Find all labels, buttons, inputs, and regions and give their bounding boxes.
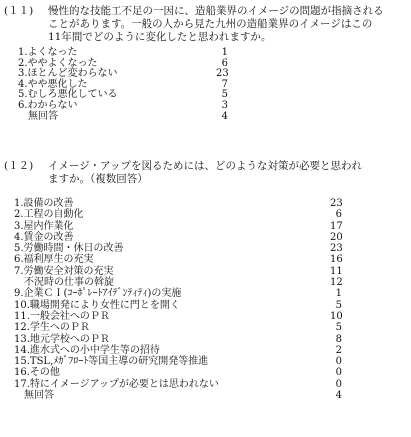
option-label: 15.TSL,ﾒｶﾞﾌﾛｰﾄ等国主導の研究開発等推進	[14, 356, 209, 368]
option-row	[14, 198, 404, 209]
option-label: 2.ややよくなった	[18, 57, 98, 69]
option-row	[14, 243, 404, 254]
option-row	[14, 367, 404, 378]
option-label: 1.よくなった	[18, 47, 78, 58]
option-label: 4.賃金の改善	[14, 231, 74, 243]
option-label: 6.わからない	[18, 99, 78, 111]
option-row	[14, 288, 404, 299]
option-label: 2.工程の自動化	[14, 209, 84, 221]
option-count: 23	[216, 68, 229, 80]
option-label: 3.ほとんど変わらない	[18, 68, 118, 80]
option-row	[18, 48, 404, 59]
option-count: 2	[335, 344, 342, 356]
option-count: 23	[330, 243, 343, 255]
option-label: 16.その他	[14, 367, 60, 379]
question-11-number: (１１)	[4, 5, 34, 17]
option-label: 12.学生へのＰＲ	[14, 322, 90, 334]
option-count: 11	[330, 265, 343, 277]
option-count: 10	[330, 310, 343, 322]
option-label: 13.地元学校へのＰＲ	[14, 333, 110, 345]
option-count: 17	[330, 220, 343, 232]
option-count: 8	[335, 333, 342, 345]
question-12-options	[14, 198, 404, 401]
question-12-number: (１２)	[4, 160, 34, 172]
option-label: 7.労働安全対策の充実	[14, 265, 114, 277]
option-label: 1.設備の改善	[14, 198, 74, 209]
option-label: 無回答	[18, 110, 58, 122]
question-11	[4, 5, 404, 122]
option-row	[14, 221, 404, 232]
option-count: 6	[221, 57, 228, 69]
question-11-text: 慢性的な技能工不足の一因に、造船業界のイメージの問題が指摘される ことがあります。一般の人から見た九州の造船業界のイメージはこの 11年間でどのように変化したと思われますか。	[48, 5, 384, 43]
option-row	[14, 209, 404, 220]
option-label: 無回答	[14, 390, 54, 402]
option-count: 1	[221, 47, 228, 58]
option-row	[14, 322, 404, 333]
option-row	[14, 356, 404, 367]
option-count: 20	[330, 231, 343, 243]
option-label: 17.特にイメージアップが必要とは思われない	[14, 378, 219, 390]
question-11-options	[18, 48, 404, 122]
option-row	[14, 254, 404, 265]
question-12-header	[4, 160, 404, 186]
question-12	[4, 160, 404, 401]
option-row	[14, 311, 404, 322]
option-count: 5	[221, 89, 228, 101]
option-label: 10.職場開発により女性に門とを開く	[14, 299, 180, 311]
option-count: 23	[330, 198, 343, 209]
option-count: 0	[335, 378, 342, 390]
option-label: 14.進水式への小中学生等の招待	[14, 344, 160, 356]
option-label: 3.屋内作業化	[14, 220, 74, 232]
option-row	[14, 334, 404, 345]
question-12-text: イメージ・アップを図るためには、どのような対策が必要と思われ ますか。（複数回答）	[48, 160, 362, 185]
option-count: 3	[221, 99, 228, 111]
option-count: 1	[335, 288, 342, 300]
option-label: 11.一般会社へのＰＲ	[14, 310, 110, 322]
option-label: 4.やや悪化した	[18, 78, 88, 90]
option-row	[14, 390, 404, 401]
option-count: 16	[330, 254, 343, 266]
option-row	[18, 112, 404, 123]
option-label: 不況時の仕事の斡旋	[14, 277, 114, 289]
option-count: 12	[330, 277, 343, 289]
option-count: 0	[335, 356, 342, 368]
option-count: 5	[335, 322, 342, 334]
option-count: 4	[335, 390, 342, 402]
option-label: 6.福利厚生の充実	[14, 254, 94, 266]
option-row	[14, 232, 404, 243]
option-row	[14, 277, 404, 288]
option-row	[14, 345, 404, 356]
option-label: 9.企業ＣＩ(ｺｰﾎﾟﾚｰﾄｱｲﾃﾞﾝﾃｨﾃｨ)の実施	[14, 288, 182, 300]
option-row	[14, 266, 404, 277]
option-row	[14, 300, 404, 311]
option-label: 5.むしろ悪化している	[18, 89, 118, 101]
option-count: 5	[335, 299, 342, 311]
question-11-header	[4, 5, 404, 44]
option-row	[14, 379, 404, 390]
option-row	[18, 101, 404, 112]
option-label: 5.労働時間・休日の改善	[14, 243, 124, 255]
option-count: 4	[221, 110, 228, 122]
option-count: 7	[221, 78, 228, 90]
option-count: 6	[335, 209, 342, 221]
option-count: 0	[335, 367, 342, 379]
